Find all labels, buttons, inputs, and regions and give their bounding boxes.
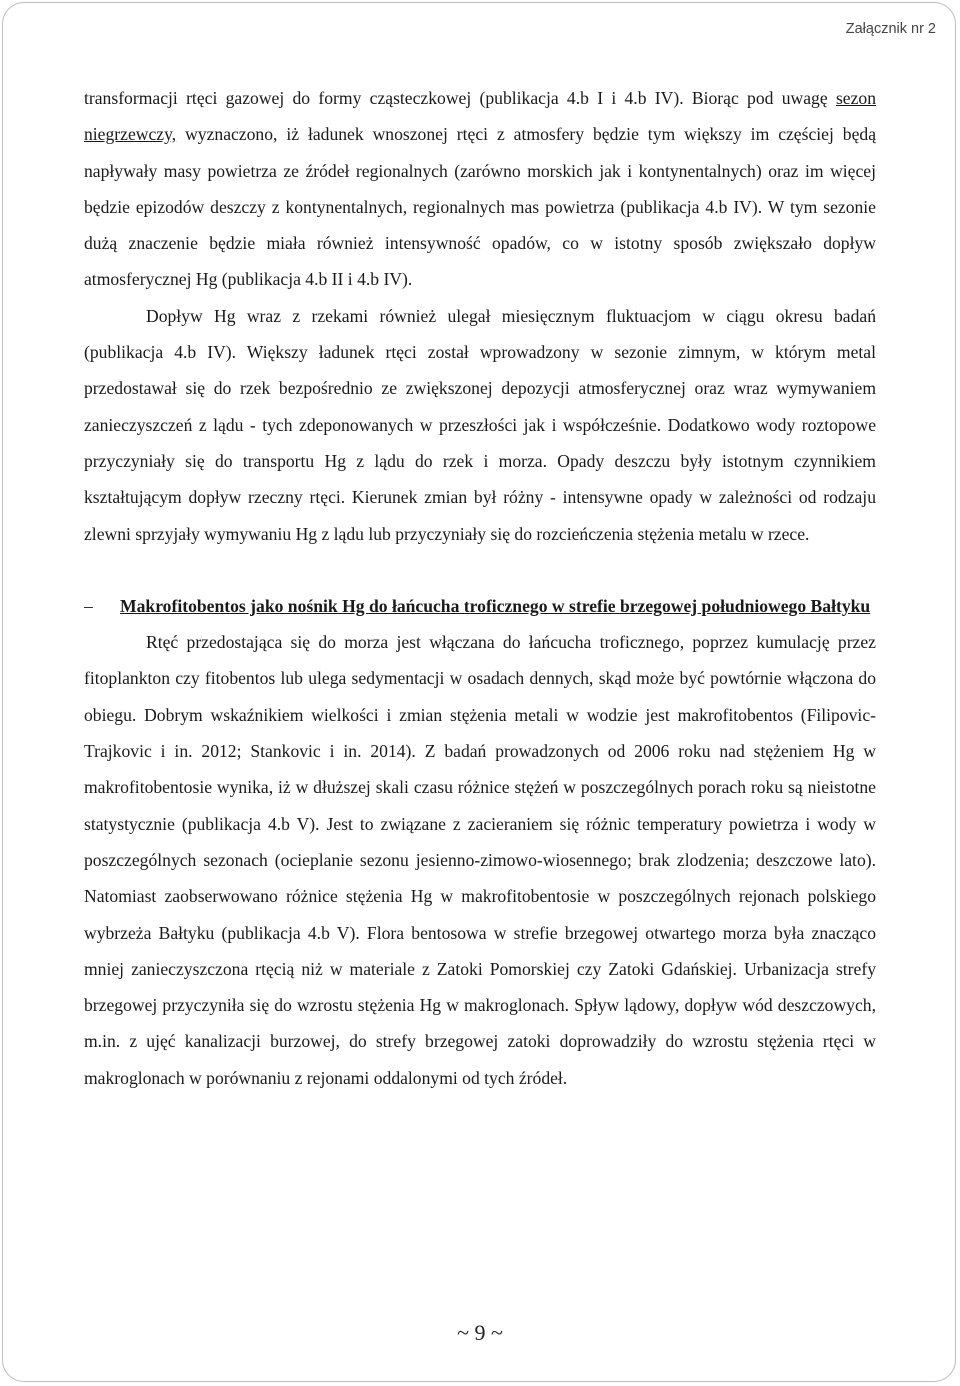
list-dash: – <box>84 595 93 616</box>
annex-label: Załącznik nr 2 <box>845 21 936 37</box>
underlined-term-non-heating-season: sezon niegrzewczy, <box>84 88 876 145</box>
paragraph-macrophytobenthos: Rtęć przedostająca się do morza jest włączana do łańcucha troficznego, poprzez kumulację przez fitoplankton czy fitobentos lub ulega sedymentacji w osadach dennych, skąd może być powtórnie włączona do obiegu. Dobrym wskaźnikiem wielkości i zmian stężenia metali w wodzie jest makrofitobentos (Filipovic-Trajkovic i in. 2012; Stankovic i in. 2014). Z badań prowadzonych od 2006 roku nad stężeniem Hg w makrofitobentosie wynika, iż w dłuższej skali czasu różnice stężeń w poszczególnych porach roku są nieistotne statystycznie (publikacja 4.b V). Jest to związane z zacieraniem się różnic temperatury powietrza i wody w poszczególnych sezonach (ocieplanie sezonu jesienno-zimowo-wiosennego; brak zlodzenia; deszczowe lato). Natomiast zaobserwowano różnice stężenia Hg w makrofitobentosie w poszczególnych rejonach polskiego wybrzeża Bałtyku (publikacja 4.b V). Flora bentosowa w strefie brzegowej otwartego morza była znacząco mniej zanieczyszczona rtęcią niż w materiale z Zatoki Pomorskiej czy Zatoki Gdańskiej. Urbanizacja strefy brzegowej przyczyniła się do wzrostu stężenia Hg w makroglonach. Spływ lądowy, dopływ wód deszczowych, m.in. z ujęć kanalizacji burzowej, do strefy brzegowej zatoki doprowadziły do wzrostu stężenia rtęci w makroglonach w porównaniu z rejonami oddalonymi od tych źródeł. <box>84 632 876 1088</box>
document-body <box>84 80 876 1096</box>
paragraph-river-inflow: Dopływ Hg wraz z rzekami również ulegał miesięcznym fluktuacjom w ciągu okresu badań (publikacja 4.b IV). Większy ładunek rtęci został wprowadzony w sezonie zimnym, w którym metal przedostawał się do rzek bezpośrednio ze zwiększonej depozycji atmosferycznej oraz wraz wymywaniem zanieczyszczeń z lądu - tych zdeponowanych w przeszłości jak i współcześnie. Dodatkowo wody roztopowe przyczyniały się do transportu Hg z lądu do rzek i morza. Opady deszczu były istotnym czynnikiem kształtującym dopływ rzeczny rtęci. Kierunek zmian był różny - intensywne opady w zależności od rodzaju zlewni sprzyjały wymywaniu Hg z lądu lub przyczyniały się do rozcieńczenia stężenia metalu w rzece. <box>84 305 876 544</box>
section-heading-text: Makrofitobentos jako nośnik Hg do łańcucha troficznego w strefie brzegowej południowego Bałtyku <box>120 595 871 616</box>
paragraph1-text-end: wyznaczono, iż ładunek wnoszonej rtęci z atmosfery będzie tym większy im częściej będą napływały masy powietrza ze źródeł regionalnych (zarówno morskich jak i kontynentalnych) oraz im więcej będzie epizodów deszczy z kontynentalnych, regionalnych mas powietrza (publikacja 4.b IV). W tym sezonie dużą znaczenie będzie miała również intensywność opadów, co w istotny sposób zwiększało dopływ atmosferycznej Hg (publikacja 4.b II i 4.b IV). <box>84 124 876 290</box>
section-heading <box>84 588 876 624</box>
paragraph-atmospheric-mercury <box>84 80 876 298</box>
page-number: ~ 9 ~ <box>457 1320 503 1345</box>
paragraph1-text-start: transformacji rtęci gazowej do formy cząsteczkowej (publikacja 4.b I i 4.b IV). Biorąc pod uwagę <box>84 88 836 108</box>
